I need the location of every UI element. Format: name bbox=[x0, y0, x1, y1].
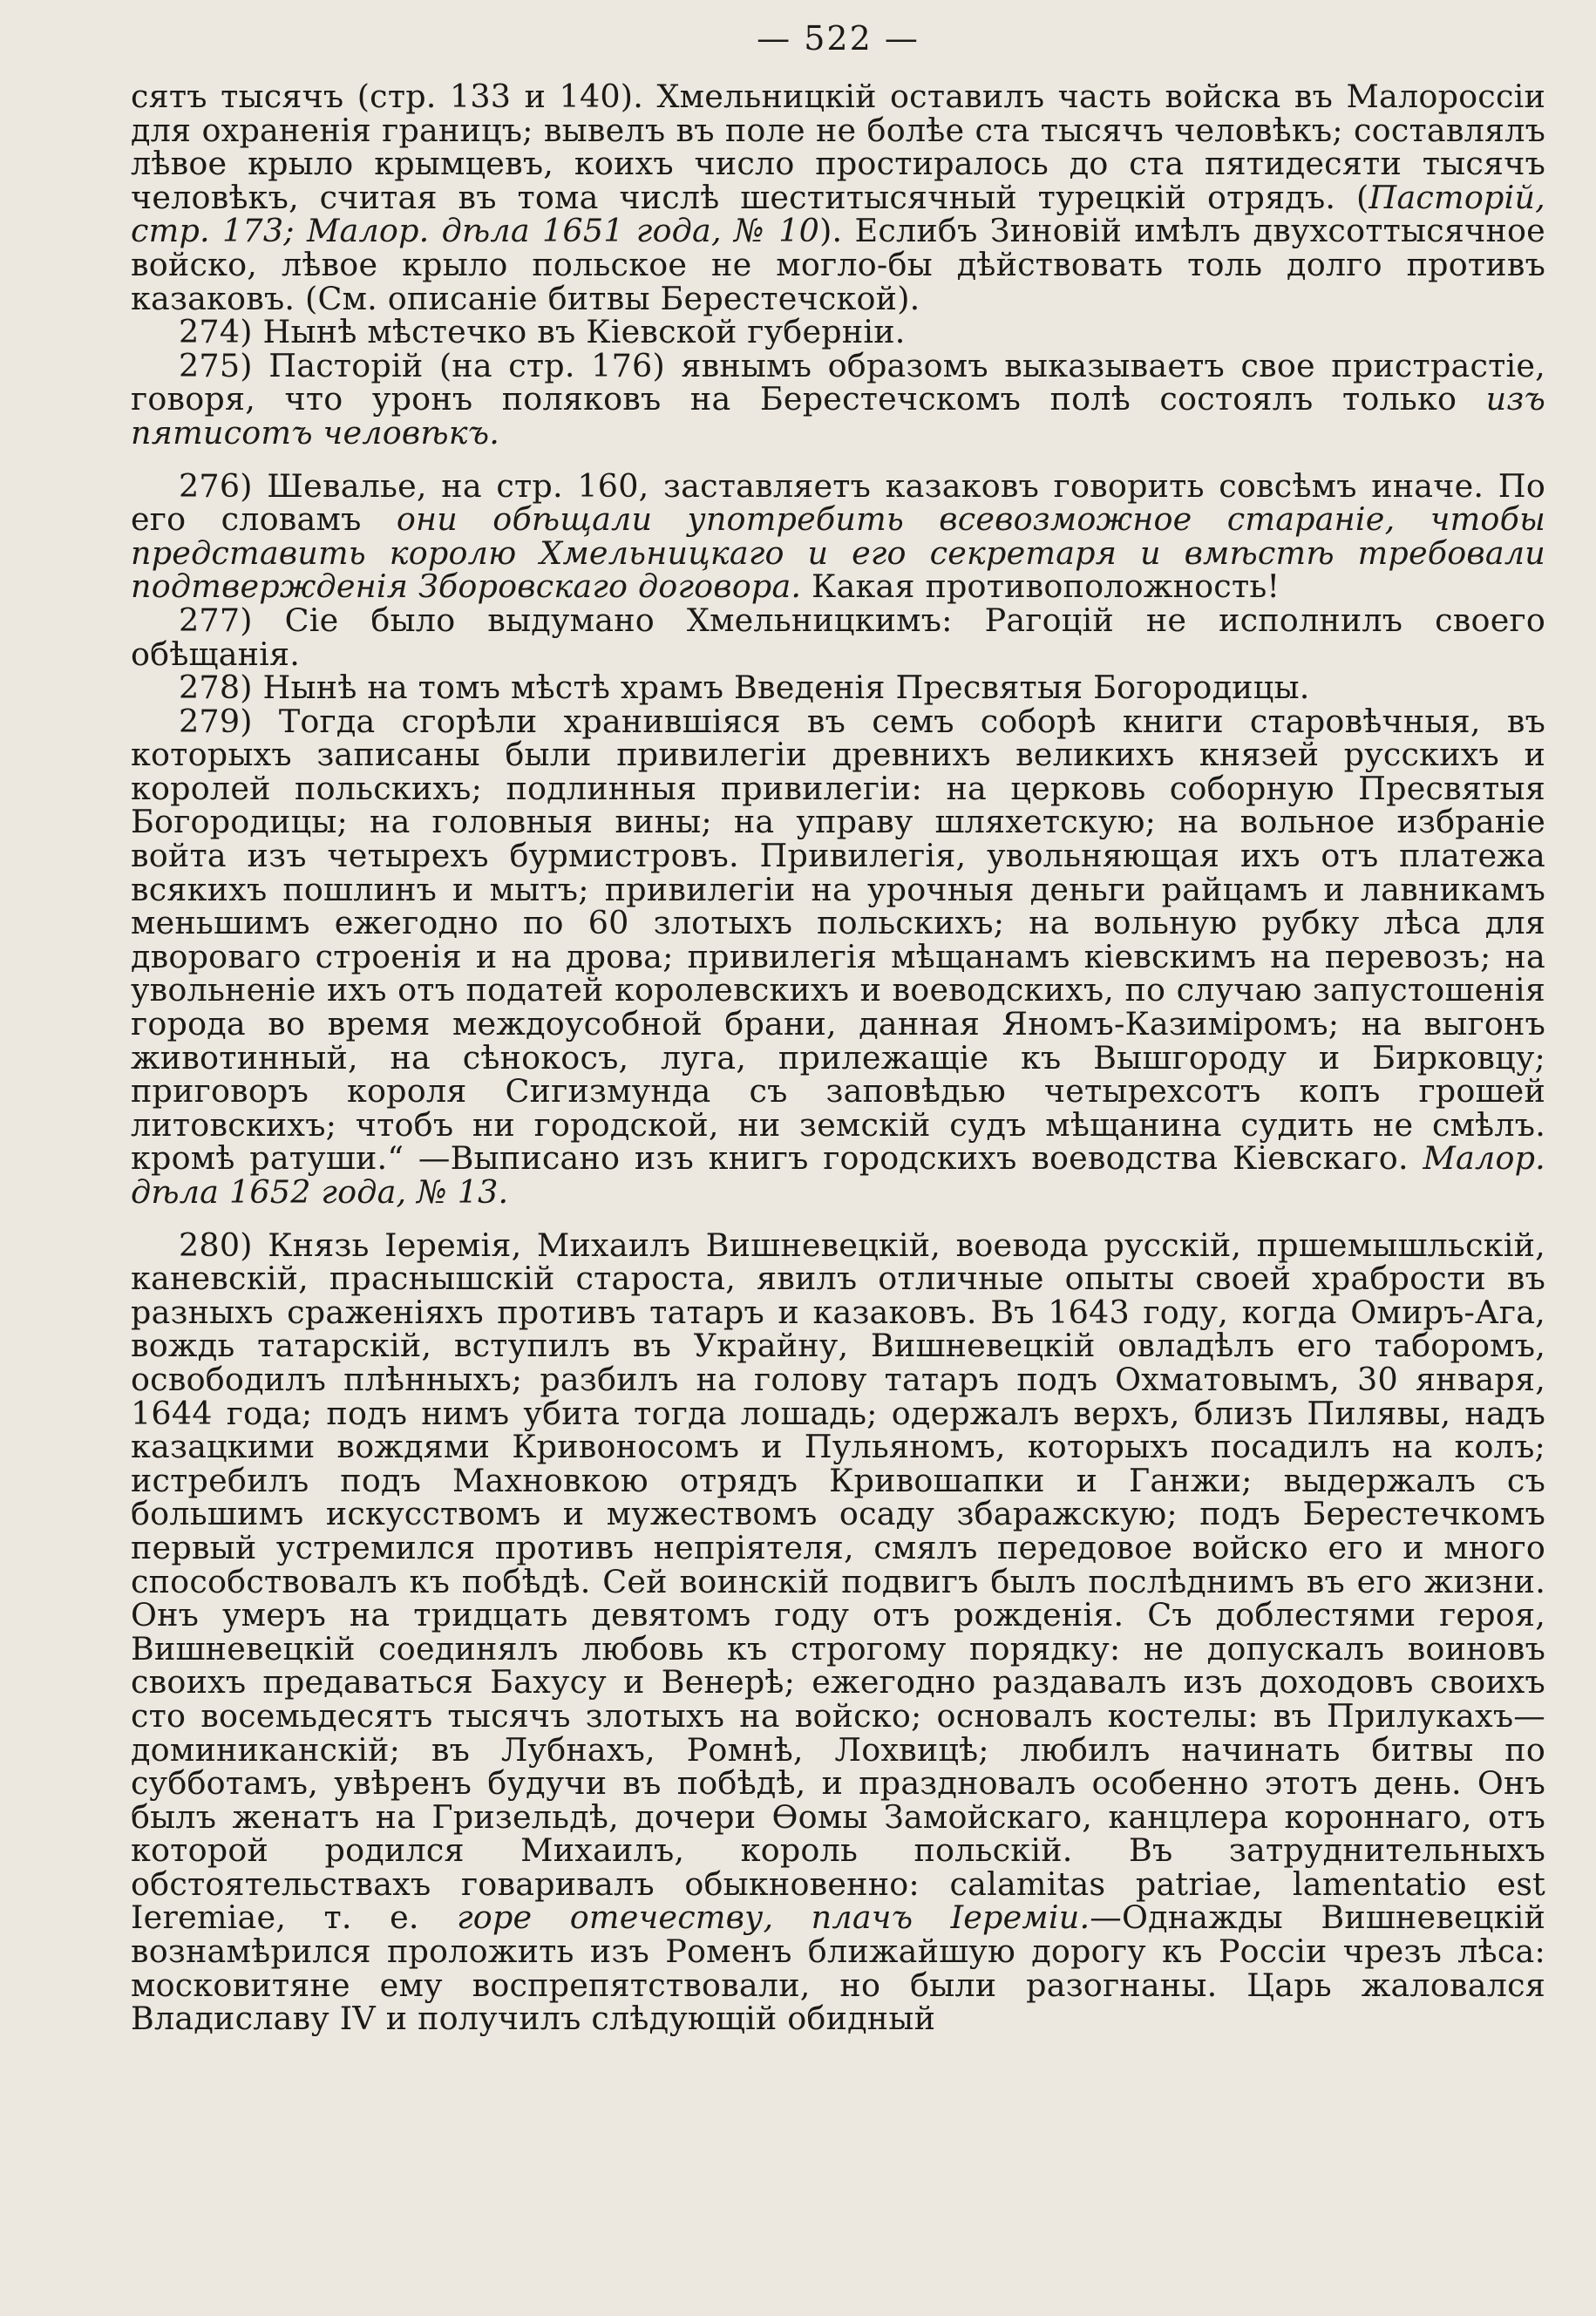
note-278: 278) Нынѣ на томъ мѣстѣ храмъ Введенія Пресвятыя Богородицы. bbox=[179, 669, 1310, 707]
note-274: 274) Нынѣ мѣстечко въ Кіевской губерніи. bbox=[179, 313, 906, 351]
translation-italic: горе отечеству, плачъ Іереміи. bbox=[457, 1898, 1090, 1937]
citation-italic: Пасторій, стр. 173; Малор. дѣла 1651 года, № 10 bbox=[131, 178, 1545, 250]
note-275: 275) Пасторій (на стр. 176) явнымъ образомъ выказываетъ свое пристрастіе, говоря, что уронъ поляковъ на Берестечскомъ полѣ состоялъ только изъ пятисотъ человѣкъ. bbox=[131, 346, 1545, 452]
paragraph-continuation: сятъ тысячъ (стр. 133 и 140). Хмельницкій оставилъ часть войска въ Малороссіи для охраненія границъ; вывелъ въ поле не болѣе ста тысячъ человѣкъ; составлялъ лѣвое крыло крымцевъ, коихъ число простиралось до ста пятидесяти тысячъ человѣкъ, считая въ тома числѣ шеститысячный турецкій отрядъ. (Пасторій, стр. 173; Малор. дѣла 1651 года, № 10). Еслибъ Зиновій имѣлъ двухсоттысячное войско, лѣвое крыло польское не могло-бы дѣйствовать толь долго противъ казаковъ. (См. описаніе битвы Берестечской). bbox=[131, 78, 1545, 317]
page-body bbox=[131, 80, 1545, 2036]
page-number: — 522 — bbox=[757, 19, 920, 58]
emphasis-italic: изъ пятисотъ человѣкъ. bbox=[131, 380, 1545, 452]
note-276: 276) Шевалье, на стр. 160, заставляетъ казаковъ говорить совсѣмъ иначе. По его словамъ они обѣщали употребить всевозможное стараніе, чтобы представить королю Хмельницкаго и его секретаря и вмѣстѣ требовали подтвержденія Зборовскаго договора. Какая противоположность! bbox=[131, 466, 1545, 606]
note-279: 279) Тогда сгорѣли хранившіяся въ семъ соборѣ книги старовѣчныя, въ которыхъ записаны были привилегіи древнихъ великихъ князей русскихъ и королей польскихъ; подлинныя привилегіи: на церковь соборную Пресвятыя Богородицы; на головныя вины; на управу шляхетскую; на вольное избраніе войта изъ четырехъ бурмистровъ. Привилегія, увольняющая ихъ отъ платежа всякихъ пошлинъ и мытъ; привилегіи на урочныя деньги райцамъ и лавникамъ меньшимъ ежегодно по 60 злотыхъ польскихъ; на вольную рубку лѣса для дворовагo строенія и на дрова; привилегія мѣщанамъ кіевскимъ на перевозъ; на увольненіе ихъ отъ податей королевскихъ и воеводскихъ, по случаю запустошенія города во время междоусобной брани, данная Яномъ-Казиміромъ; на выгонъ животинный, на сѣнокосъ, луга, прилежащіе къ Вышгороду и Бирковцу; приговоръ короля Сигизмунда съ заповѣдью четырехсотъ копъ грошей литовскихъ; чтобъ ни городской, ни земскій судъ мѣщанина судить не смѣлъ. кромѣ ратуши.“ —Выписано изъ книгъ городскихъ воеводства Кіевскаго. Малор. дѣла 1652 года, № 13. bbox=[131, 702, 1545, 1211]
citation-italic: Малор. дѣла 1652 года, № 13. bbox=[131, 1139, 1545, 1211]
note-277: 277) Сіе было выдумано Хмельницкимъ: Рагоцій не исполнилъ своего обѣщанія. bbox=[131, 601, 1545, 673]
note-280: 280) Князь Іеремія, Михаилъ Вишневецкій, воевода русскій, пршемышльскій, каневскій, праснышскій староста, явилъ отличные опыты своей храбрости въ разныхъ сраженіяхъ противъ татаръ и казаковъ. Въ 1643 году, когда Омиръ-Ага, вождь татарскій, вступилъ въ Украйну, Вишневецкій овладѣлъ его таборомъ, освободилъ плѣнныхъ; разбилъ на голову татаръ подъ Охматовымъ, 30 января, 1644 года; подъ нимъ убита тогда лошадь; одержалъ верхъ, близъ Пилявы, надъ казацкими вождями Кривоносомъ и Пульяномъ, которыхъ посадилъ на колъ; истребилъ подъ Махновкою отрядъ Кривошапки и Ганжи; выдержалъ съ большимъ искусствомъ и мужествомъ осаду збаражскую; подъ Берестечкомъ первый устремился противъ непріятеля, смялъ передовое войско его и много способствовалъ къ побѣдѣ. Сей воинскій подвигъ былъ послѣднимъ въ его жизни. Онъ умеръ на тридцать девятомъ году отъ рожденія. Съ доблестями героя, Вишневецкій соединялъ любовь къ строгому порядку: не допускалъ воиновъ своихъ предаваться Бахусу и Венерѣ; ежегодно раздавалъ изъ доходовъ своихъ сто восемьдесятъ тысячъ злотыхъ на войско; основалъ костелы: въ Прилукахъ—доминиканскій; въ Лубнахъ, Ромнѣ, Лохвицѣ; любилъ начинать битвы по субботамъ, увѣренъ будучи въ побѣдѣ, и праздновалъ особенно этотъ день. Онъ былъ женатъ на Гризельдѣ, дочери Ѳомы Замойскаго, канцлера коронна​го, отъ которой родился Михаилъ, король польскій. Въ затруднительныхъ обстоятельствахъ говаривалъ обыкновенно: calamitas patriae, lamentatio est Ieremiae, т. е. горе отечеству, плачъ Іереміи.—Однажды Вишневецкій вознамѣрился проложить изъ Роменъ ближайшую дорогу къ Россіи чрезъ лѣса: московитяне ему воспрепятствовали, но были разогнаны. Царь жаловался Владиславу IV и получилъ слѣдующій обидный bbox=[131, 1226, 1545, 2038]
quote-italic: они обѣщали употребить всевозможное стараніе, чтобы представить королю Хмельницкаго и его секретаря и вмѣстѣ требовали подтвержденія Зборовскаго договора. bbox=[131, 500, 1545, 606]
